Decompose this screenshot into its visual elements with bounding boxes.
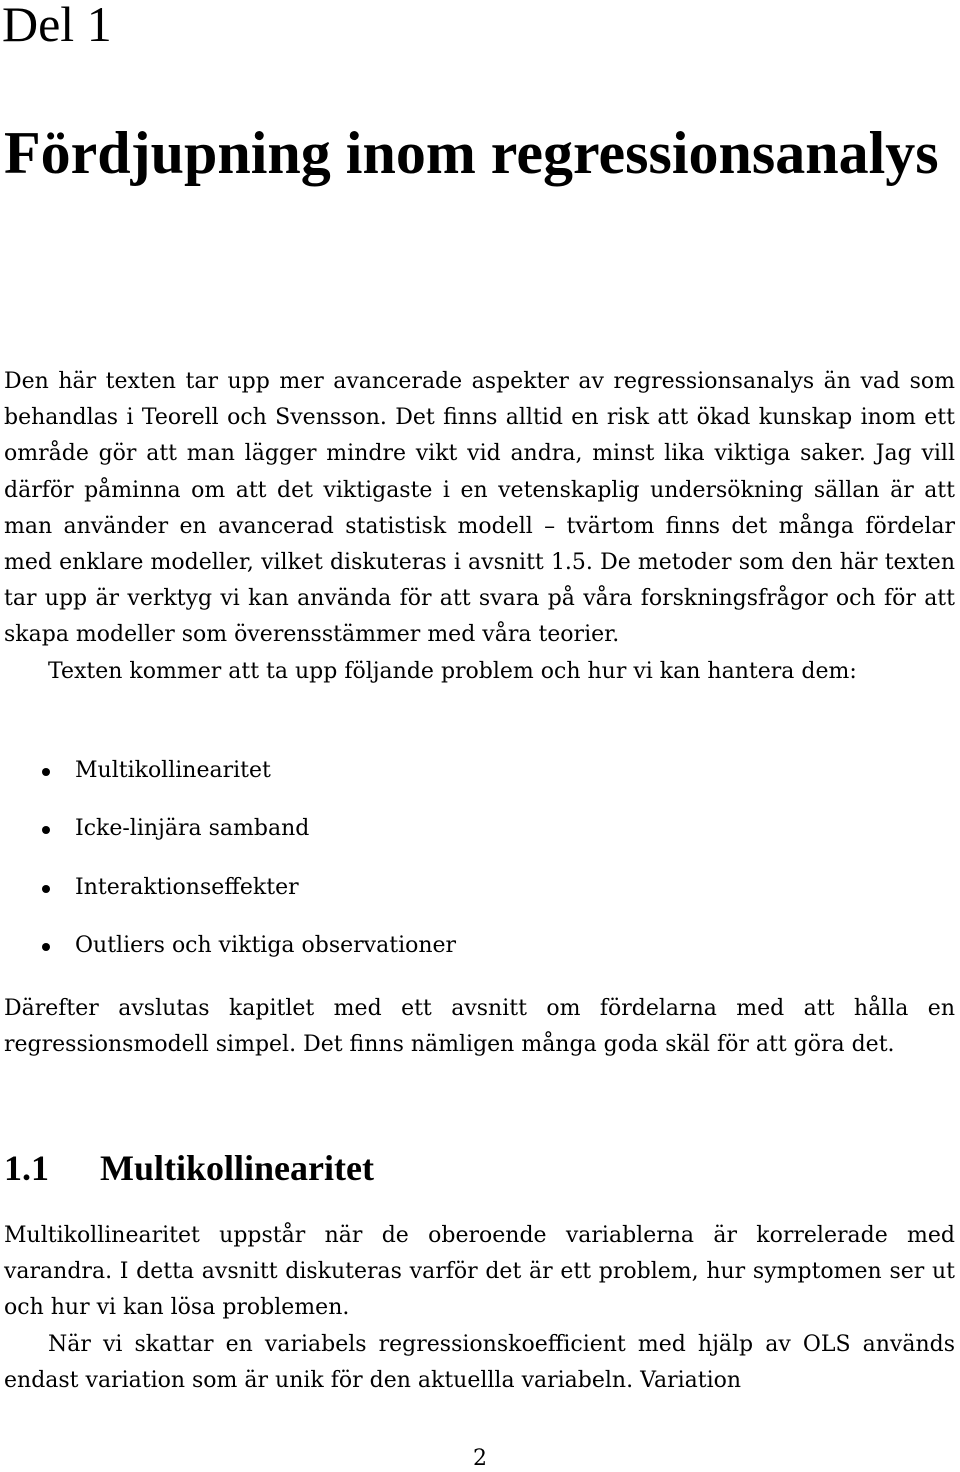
chapter-title: Fördjupning inom regressionsanalys [4,120,939,186]
bullet-icon [42,943,50,951]
section-heading [4,1144,374,1192]
list-item-text: Multikollinearitet [75,758,271,783]
page-number: 2 [473,1446,487,1471]
list-item [0,928,900,986]
intro-paragraph-list-lead: Texten kommer att ta upp följande problem och hur vi kan hantera dem: [48,658,857,684]
part-label: Del 1 [2,0,112,52]
list-item [0,870,900,928]
topic-list [0,753,900,986]
intro-paragraph: Den här texten tar upp mer avancerade aspekter av regressionsanalys än vad som behandlas i Teorell och Svensson. Det finns alltid en risk att ökad kunskap inom ett område gör att man lägger mindre vikt vid andra, minst lika viktiga saker. Jag vill därför påminna om att det viktigaste i en vetenskaplig undersökning sällan är att man använder en avancerad statistisk modell – tvärtom finns det många fördelar med enklare modeller, vilket diskuteras i avsnitt 1.5. De metoder som den här texten tar upp är verktyg vi kan använda för att svara på våra forskningsfrågor och för att skapa modeller som överensstämmer med våra teorier. [4,369,955,648]
list-item [0,811,900,869]
list-item-text: Interaktionseffekter [75,874,299,900]
bullet-icon [42,826,50,834]
section-title: Multikollinearitet [100,1148,374,1188]
section-text [4,1218,955,1399]
after-list-paragraph: Därefter avslutas kapitlet med ett avsnitt om fördelarna med att hålla en regressionsmodell simpel. Det finns nämligen många goda skäl för att göra det. [4,996,955,1058]
section-number: 1.1 [4,1148,49,1188]
list-item-text: Icke-linjära samband [75,816,310,842]
bullet-icon [42,885,50,893]
list-item [0,753,900,811]
section-paragraph: När vi skattar en variabels regressionskoefficient med hjälp av OLS används endast variation som är unik för den aktuellla variabeln. Variation [4,1331,955,1393]
intro-text [4,364,955,690]
list-item-text: Outliers och viktiga observationer [75,932,457,958]
section-paragraph: Multikollinearitet uppstår när de oberoende variablerna är korrelerade med varandra. I detta avsnitt diskuteras varför det är ett problem, hur symptomen ser ut och hur vi kan lösa problemen. [4,1223,955,1321]
bullet-icon [42,768,50,776]
